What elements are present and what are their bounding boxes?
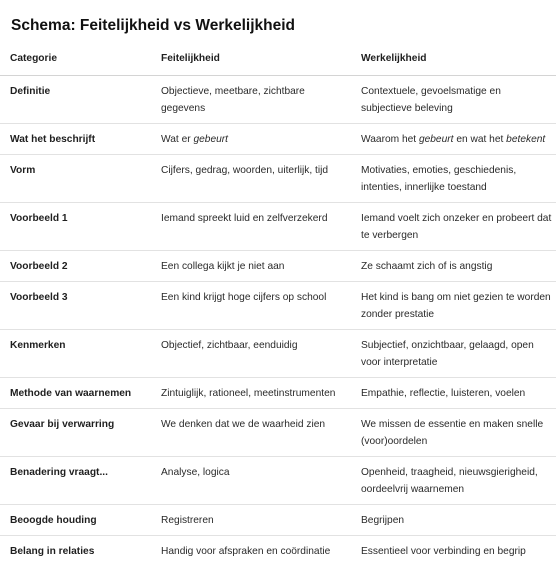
table-row <box>0 536 556 567</box>
row-feitelijkheid: Cijfers, gedrag, woorden, uiterlijk, tijd <box>151 155 351 203</box>
text-segment: Wat er <box>161 134 194 145</box>
row-feitelijkheid: Registreren <box>151 505 351 536</box>
comparison-table <box>0 44 556 566</box>
row-feitelijkheid: Iemand spreekt luid en zelfverzekerd <box>151 203 351 251</box>
row-category: Vorm <box>0 155 151 203</box>
column-header-feitelijkheid: Feitelijkheid <box>151 44 351 76</box>
row-feitelijkheid: Zintuiglijk, rationeel, meetinstrumenten <box>151 378 351 409</box>
row-category: Kenmerken <box>0 330 151 378</box>
table-row <box>0 251 556 282</box>
table-row <box>0 155 556 203</box>
row-werkelijkheid: Het kind is bang om niet gezien te worden zonder prestatie <box>351 282 556 330</box>
row-category: Voorbeeld 2 <box>0 251 151 282</box>
emphasis-text: gebeurt <box>418 134 454 145</box>
row-werkelijkheid: We missen de essentie en maken snelle (voor)oordelen <box>351 409 556 457</box>
table-row <box>0 409 556 457</box>
table-row <box>0 76 556 124</box>
row-werkelijkheid: Openheid, traagheid, nieuwsgierigheid, oordeelvrij waarnemen <box>351 457 556 505</box>
row-category: Wat het beschrijft <box>0 124 151 155</box>
row-werkelijkheid: Subjectief, onzichtbaar, gelaagd, open voor interpretatie <box>351 330 556 378</box>
table-header-row <box>0 44 556 76</box>
row-werkelijkheid: Essentieel voor verbinding en begrip <box>361 546 526 557</box>
emphasis-text: betekent <box>506 134 546 145</box>
row-category: Beoogde houding <box>0 505 151 536</box>
column-header-werkelijkheid: Werkelijkheid <box>351 44 556 76</box>
row-feitelijkheid: Een collega kijkt je niet aan <box>151 251 351 282</box>
row-werkelijkheid: Contextuele, gevoelsmatige en subjectieve beleving <box>351 76 556 124</box>
page-title: Schema: Feitelijkheid vs Werkelijkheid <box>11 17 295 34</box>
table-row <box>0 378 556 409</box>
table-row <box>0 124 556 155</box>
row-category: Belang in relaties <box>10 546 95 557</box>
row-category: Definitie <box>0 76 151 124</box>
row-werkelijkheid <box>351 124 556 155</box>
row-feitelijkheid: Handig voor afspraken en coördinatie <box>161 546 331 557</box>
column-header-category: Categorie <box>0 44 151 76</box>
row-feitelijkheid: We denken dat we de waarheid zien <box>151 409 351 457</box>
row-category: Gevaar bij verwarring <box>0 409 151 457</box>
row-werkelijkheid: Motivaties, emoties, geschiedenis, intenties, innerlijke toestand <box>351 155 556 203</box>
row-category: Methode van waarnemen <box>0 378 151 409</box>
text-segment: Waarom het <box>361 134 419 145</box>
row-feitelijkheid: Een kind krijgt hoge cijfers op school <box>151 282 351 330</box>
row-werkelijkheid: Iemand voelt zich onzeker en probeert dat te verbergen <box>351 203 556 251</box>
row-category: Voorbeeld 1 <box>0 203 151 251</box>
row-feitelijkheid: Analyse, logica <box>151 457 351 505</box>
row-category: Benadering vraagt... <box>0 457 151 505</box>
row-feitelijkheid: Objectief, zichtbaar, eenduidig <box>151 330 351 378</box>
row-werkelijkheid: Ze schaamt zich of is angstig <box>351 251 556 282</box>
emphasis-text: gebeurt <box>193 134 229 145</box>
table-row <box>0 330 556 378</box>
text-segment: en wat het <box>453 134 507 145</box>
row-feitelijkheid <box>151 124 351 155</box>
row-feitelijkheid: Objectieve, meetbare, zichtbare gegevens <box>151 76 351 124</box>
row-werkelijkheid: Empathie, reflectie, luisteren, voelen <box>351 378 556 409</box>
row-category: Voorbeeld 3 <box>0 282 151 330</box>
table-row <box>0 505 556 536</box>
table-row <box>0 282 556 330</box>
table-row <box>0 457 556 505</box>
row-werkelijkheid: Begrijpen <box>351 505 556 536</box>
table-row <box>0 203 556 251</box>
